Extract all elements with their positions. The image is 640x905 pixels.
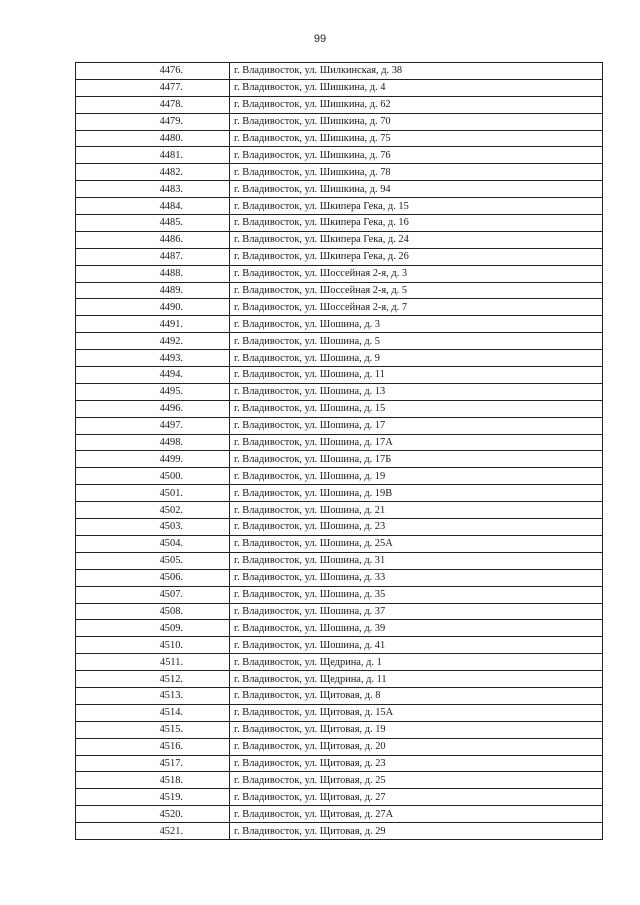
row-number-cell: 4508. — [76, 603, 230, 620]
table-row — [76, 350, 603, 367]
row-number-cell: 4504. — [76, 535, 230, 552]
table-row — [76, 181, 603, 198]
address-cell: г. Владивосток, ул. Шилкинская, д. 38 — [230, 63, 603, 80]
row-number-cell: 4487. — [76, 248, 230, 265]
address-cell: г. Владивосток, ул. Шошина, д. 23 — [230, 519, 603, 536]
address-cell: г. Владивосток, ул. Шошина, д. 35 — [230, 586, 603, 603]
row-number-cell: 4477. — [76, 79, 230, 96]
table-row — [76, 198, 603, 215]
row-number-cell: 4498. — [76, 434, 230, 451]
address-cell: г. Владивосток, ул. Щитовая, д. 19 — [230, 721, 603, 738]
table-row — [76, 535, 603, 552]
row-number-cell: 4509. — [76, 620, 230, 637]
row-number-cell: 4490. — [76, 299, 230, 316]
address-cell: г. Владивосток, ул. Шошина, д. 17Б — [230, 451, 603, 468]
row-number-cell: 4495. — [76, 383, 230, 400]
row-number-cell: 4485. — [76, 215, 230, 232]
table-row — [76, 451, 603, 468]
row-number-cell: 4510. — [76, 637, 230, 654]
address-cell: г. Владивосток, ул. Шошина, д. 33 — [230, 569, 603, 586]
address-cell: г. Владивосток, ул. Шошина, д. 9 — [230, 350, 603, 367]
row-number-cell: 4516. — [76, 738, 230, 755]
table-row — [76, 231, 603, 248]
table-row — [76, 637, 603, 654]
table-row — [76, 755, 603, 772]
address-cell: г. Владивосток, ул. Шишкина, д. 70 — [230, 113, 603, 130]
address-cell: г. Владивосток, ул. Шишкина, д. 62 — [230, 96, 603, 113]
table-row — [76, 282, 603, 299]
row-number-cell: 4513. — [76, 687, 230, 704]
table-row — [76, 569, 603, 586]
table-row — [76, 789, 603, 806]
address-cell: г. Владивосток, ул. Шошина, д. 41 — [230, 637, 603, 654]
address-cell: г. Владивосток, ул. Шкипера Гека, д. 15 — [230, 198, 603, 215]
address-cell: г. Владивосток, ул. Шошина, д. 19В — [230, 485, 603, 502]
table-row — [76, 383, 603, 400]
row-number-cell: 4518. — [76, 772, 230, 789]
row-number-cell: 4501. — [76, 485, 230, 502]
address-cell: г. Владивосток, ул. Шошина, д. 37 — [230, 603, 603, 620]
table-row — [76, 400, 603, 417]
row-number-cell: 4515. — [76, 721, 230, 738]
table-row — [76, 468, 603, 485]
address-cell: г. Владивосток, ул. Щитовая, д. 27 — [230, 789, 603, 806]
row-number-cell: 4517. — [76, 755, 230, 772]
address-cell: г. Владивосток, ул. Шошина, д. 17А — [230, 434, 603, 451]
table-row — [76, 434, 603, 451]
row-number-cell: 4497. — [76, 417, 230, 434]
row-number-cell: 4507. — [76, 586, 230, 603]
table-row — [76, 704, 603, 721]
row-number-cell: 4482. — [76, 164, 230, 181]
address-cell: г. Владивосток, ул. Щитовая, д. 20 — [230, 738, 603, 755]
address-cell: г. Владивосток, ул. Щитовая, д. 25 — [230, 772, 603, 789]
address-cell: г. Владивосток, ул. Шошина, д. 15 — [230, 400, 603, 417]
table-row — [76, 417, 603, 434]
address-cell: г. Владивосток, ул. Шошина, д. 21 — [230, 502, 603, 519]
address-cell: г. Владивосток, ул. Шкипера Гека, д. 24 — [230, 231, 603, 248]
table-row — [76, 738, 603, 755]
address-cell: г. Владивосток, ул. Шкипера Гека, д. 26 — [230, 248, 603, 265]
address-cell: г. Владивосток, ул. Шишкина, д. 76 — [230, 147, 603, 164]
table-row — [76, 519, 603, 536]
address-cell: г. Владивосток, ул. Шоссейная 2-я, д. 5 — [230, 282, 603, 299]
address-cell: г. Владивосток, ул. Щитовая, д. 15А — [230, 704, 603, 721]
row-number-cell: 4511. — [76, 654, 230, 671]
address-cell: г. Владивосток, ул. Щитовая, д. 8 — [230, 687, 603, 704]
row-number-cell: 4502. — [76, 502, 230, 519]
table-row — [76, 586, 603, 603]
row-number-cell: 4492. — [76, 333, 230, 350]
address-table-body — [76, 63, 603, 840]
address-cell: г. Владивосток, ул. Щедрина, д. 1 — [230, 654, 603, 671]
address-cell: г. Владивосток, ул. Шишкина, д. 75 — [230, 130, 603, 147]
row-number-cell: 4514. — [76, 704, 230, 721]
address-table — [75, 62, 603, 840]
table-row — [76, 147, 603, 164]
address-cell: г. Владивосток, ул. Шошина, д. 39 — [230, 620, 603, 637]
address-cell: г. Владивосток, ул. Щедрина, д. 11 — [230, 671, 603, 688]
table-row — [76, 265, 603, 282]
table-row — [76, 248, 603, 265]
table-row — [76, 671, 603, 688]
row-number-cell: 4499. — [76, 451, 230, 468]
address-cell: г. Владивосток, ул. Шошина, д. 3 — [230, 316, 603, 333]
address-cell: г. Владивосток, ул. Шошина, д. 13 — [230, 383, 603, 400]
table-row — [76, 333, 603, 350]
row-number-cell: 4493. — [76, 350, 230, 367]
row-number-cell: 4480. — [76, 130, 230, 147]
row-number-cell: 4489. — [76, 282, 230, 299]
address-cell: г. Владивосток, ул. Шишкина, д. 4 — [230, 79, 603, 96]
table-row — [76, 502, 603, 519]
row-number-cell: 4505. — [76, 552, 230, 569]
row-number-cell: 4520. — [76, 806, 230, 823]
table-row — [76, 687, 603, 704]
address-cell: г. Владивосток, ул. Шишкина, д. 78 — [230, 164, 603, 181]
table-row — [76, 79, 603, 96]
table-row — [76, 552, 603, 569]
table-row — [76, 823, 603, 840]
row-number-cell: 4496. — [76, 400, 230, 417]
address-cell: г. Владивосток, ул. Щитовая, д. 29 — [230, 823, 603, 840]
address-cell: г. Владивосток, ул. Шошина, д. 31 — [230, 552, 603, 569]
address-cell: г. Владивосток, ул. Шошина, д. 19 — [230, 468, 603, 485]
row-number-cell: 4478. — [76, 96, 230, 113]
row-number-cell: 4486. — [76, 231, 230, 248]
address-cell: г. Владивосток, ул. Шошина, д. 11 — [230, 367, 603, 384]
row-number-cell: 4494. — [76, 367, 230, 384]
row-number-cell: 4512. — [76, 671, 230, 688]
table-row — [76, 96, 603, 113]
row-number-cell: 4506. — [76, 569, 230, 586]
row-number-cell: 4500. — [76, 468, 230, 485]
row-number-cell: 4481. — [76, 147, 230, 164]
address-cell: г. Владивосток, ул. Шоссейная 2-я, д. 3 — [230, 265, 603, 282]
table-row — [76, 164, 603, 181]
table-row — [76, 130, 603, 147]
address-cell: г. Владивосток, ул. Щитовая, д. 23 — [230, 755, 603, 772]
table-row — [76, 603, 603, 620]
table-row — [76, 215, 603, 232]
row-number-cell: 4479. — [76, 113, 230, 130]
row-number-cell: 4521. — [76, 823, 230, 840]
row-number-cell: 4519. — [76, 789, 230, 806]
address-cell: г. Владивосток, ул. Шишкина, д. 94 — [230, 181, 603, 198]
address-cell: г. Владивосток, ул. Шоссейная 2-я, д. 7 — [230, 299, 603, 316]
table-row — [76, 772, 603, 789]
table-row — [76, 63, 603, 80]
address-cell: г. Владивосток, ул. Шошина, д. 17 — [230, 417, 603, 434]
page-number: 99 — [313, 33, 327, 45]
row-number-cell: 4503. — [76, 519, 230, 536]
table-row — [76, 299, 603, 316]
table-row — [76, 806, 603, 823]
row-number-cell: 4476. — [76, 63, 230, 80]
row-number-cell: 4491. — [76, 316, 230, 333]
row-number-cell: 4488. — [76, 265, 230, 282]
address-cell: г. Владивосток, ул. Шошина, д. 5 — [230, 333, 603, 350]
row-number-cell: 4483. — [76, 181, 230, 198]
table-row — [76, 316, 603, 333]
address-cell: г. Владивосток, ул. Шкипера Гека, д. 16 — [230, 215, 603, 232]
table-row — [76, 721, 603, 738]
table-row — [76, 620, 603, 637]
table-row — [76, 485, 603, 502]
row-number-cell: 4484. — [76, 198, 230, 215]
address-cell: г. Владивосток, ул. Щитовая, д. 27А — [230, 806, 603, 823]
table-row — [76, 367, 603, 384]
table-row — [76, 113, 603, 130]
address-cell: г. Владивосток, ул. Шошина, д. 25А — [230, 535, 603, 552]
table-row — [76, 654, 603, 671]
